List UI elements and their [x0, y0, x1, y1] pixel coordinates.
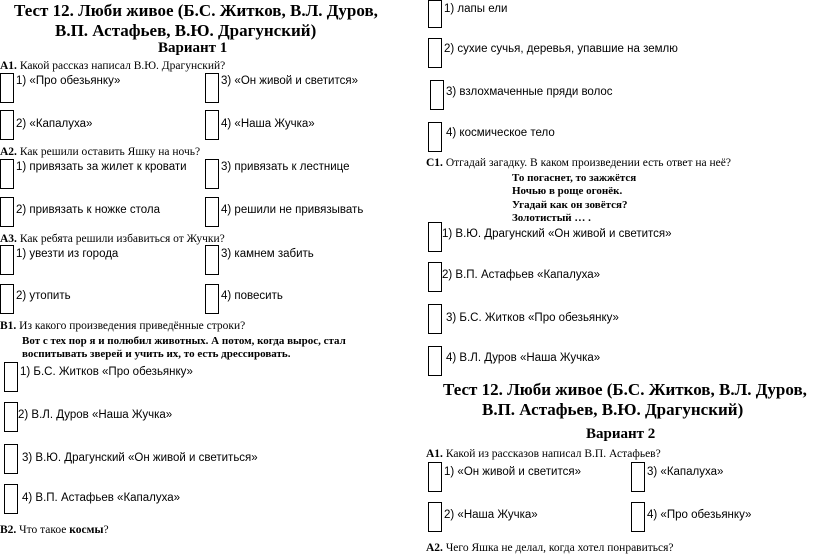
answer-checkbox[interactable]: [428, 502, 442, 532]
answer-checkbox[interactable]: [0, 159, 14, 189]
answer-option: 4) В.Л. Дуров «Наша Жучка»: [446, 352, 601, 364]
answer-checkbox[interactable]: [0, 245, 14, 275]
answer-checkbox[interactable]: [4, 484, 18, 514]
answer-option: 3) камнем забить: [221, 248, 314, 260]
answer-checkbox[interactable]: [205, 197, 219, 227]
question-b2: В2. Что такое космы?: [0, 524, 109, 536]
question-a1: А1. Какой рассказ написал В.Ю. Драгунский?: [0, 60, 226, 72]
answer-option: 3) «Он живой и светится»: [221, 75, 358, 87]
question-b1: В1. Из какого произведения приведённые строки?: [0, 320, 246, 332]
question-a1-v2: А1. Какой из рассказов написал В.П. Астафьев?: [426, 448, 661, 460]
answer-option: 2) сухие сучья, деревья, упавшие на землю: [444, 43, 678, 55]
answer-checkbox[interactable]: [4, 444, 18, 474]
answer-option: 2) «Наша Жучка»: [444, 509, 538, 521]
answer-option: 4) решили не привязывать: [221, 204, 364, 216]
answer-option: 1) «Он живой и светится»: [444, 466, 581, 478]
answer-checkbox[interactable]: [631, 462, 645, 492]
answer-option: 1) В.Ю. Драгунский «Он живой и светится»: [442, 228, 672, 240]
answer-checkbox[interactable]: [205, 245, 219, 275]
answer-option: 2) привязать к ножке стола: [16, 204, 160, 216]
answer-option: 3) взлохмаченные пряди волос: [446, 86, 613, 98]
answer-checkbox[interactable]: [428, 346, 442, 376]
answer-checkbox[interactable]: [428, 222, 442, 252]
answer-option: 1) привязать за жилет к кровати: [16, 161, 187, 173]
answer-checkbox[interactable]: [631, 502, 645, 532]
answer-checkbox[interactable]: [0, 197, 14, 227]
test-title-line2: В.П. Астафьев, В.Ю. Драгунский): [482, 400, 744, 419]
answer-option: 1) лапы ели: [444, 3, 508, 15]
riddle-line: То погаснет, то зажжётся: [512, 172, 637, 184]
answer-option: 3) В.Ю. Драгунский «Он живой и светиться»: [22, 452, 258, 464]
variant-heading: Вариант 1: [158, 40, 228, 56]
answer-checkbox[interactable]: [428, 0, 442, 28]
question-a3: А3. Как ребята решили избавиться от Жучки?: [0, 233, 225, 245]
test-title-line1: Тест 12. Люби живое (Б.С. Житков, В.Л. Дуров,: [14, 1, 378, 20]
test-title-line2: В.П. Астафьев, В.Ю. Драгунский): [55, 21, 317, 40]
answer-checkbox[interactable]: [0, 73, 14, 103]
riddle-line: Золотистый … .: [512, 212, 591, 224]
answer-option: 3) «Капалуха»: [647, 466, 724, 478]
variant-heading: Вариант 2: [586, 426, 656, 442]
answer-checkbox[interactable]: [0, 284, 14, 314]
test-title-line1: Тест 12. Люби живое (Б.С. Житков, В.Л. Дуров,: [443, 380, 807, 399]
answer-checkbox[interactable]: [4, 402, 18, 432]
answer-option: 4) «Про обезьянку»: [647, 509, 752, 521]
question-a2: А2. Как решили оставить Яшку на ночь?: [0, 146, 201, 158]
answer-checkbox[interactable]: [4, 362, 18, 392]
answer-option: 2) утопить: [16, 290, 71, 302]
answer-option: 4) повесить: [221, 290, 283, 302]
question-a2-v2: А2. Чего Яшка не делал, когда хотел понравиться?: [426, 542, 674, 554]
answer-checkbox[interactable]: [428, 38, 442, 68]
answer-checkbox[interactable]: [205, 284, 219, 314]
answer-checkbox[interactable]: [428, 304, 442, 334]
riddle-line: Угадай как он зовётся?: [512, 199, 628, 211]
answer-option: 4) космическое тело: [446, 127, 555, 139]
answer-option: 4) «Наша Жучка»: [221, 118, 315, 130]
quote-line1: Вот с тех пор я и полюбил животных. А потом, когда вырос, стал: [22, 335, 346, 347]
quote-line2: воспитывать зверей и учить их, то есть дрессировать.: [22, 348, 291, 360]
answer-option: 1) увезти из города: [16, 248, 119, 260]
answer-option: 3) привязать к лестнице: [221, 161, 350, 173]
question-c1: С1. Отгадай загадку. В каком произведении есть ответ на неё?: [426, 157, 731, 169]
answer-checkbox[interactable]: [0, 110, 14, 140]
answer-checkbox[interactable]: [205, 110, 219, 140]
answer-option: 2) «Капалуха»: [16, 118, 93, 130]
answer-option: 1) «Про обезьянку»: [16, 75, 121, 87]
answer-option: 2) В.Л. Дуров «Наша Жучка»: [18, 409, 173, 421]
answer-checkbox[interactable]: [428, 122, 442, 152]
answer-checkbox[interactable]: [428, 262, 442, 292]
answer-option: 4) В.П. Астафьев «Капалуха»: [22, 492, 181, 504]
answer-checkbox[interactable]: [430, 80, 444, 110]
answer-option: 3) Б.С. Житков «Про обезьянку»: [446, 312, 619, 324]
answer-option: 1) Б.С. Житков «Про обезьянку»: [20, 366, 193, 378]
answer-checkbox[interactable]: [205, 159, 219, 189]
answer-checkbox[interactable]: [428, 462, 442, 492]
answer-checkbox[interactable]: [205, 73, 219, 103]
answer-option: 2) В.П. Астафьев «Капалуха»: [442, 269, 601, 281]
riddle-line: Ночью в роще огонёк.: [512, 185, 623, 197]
